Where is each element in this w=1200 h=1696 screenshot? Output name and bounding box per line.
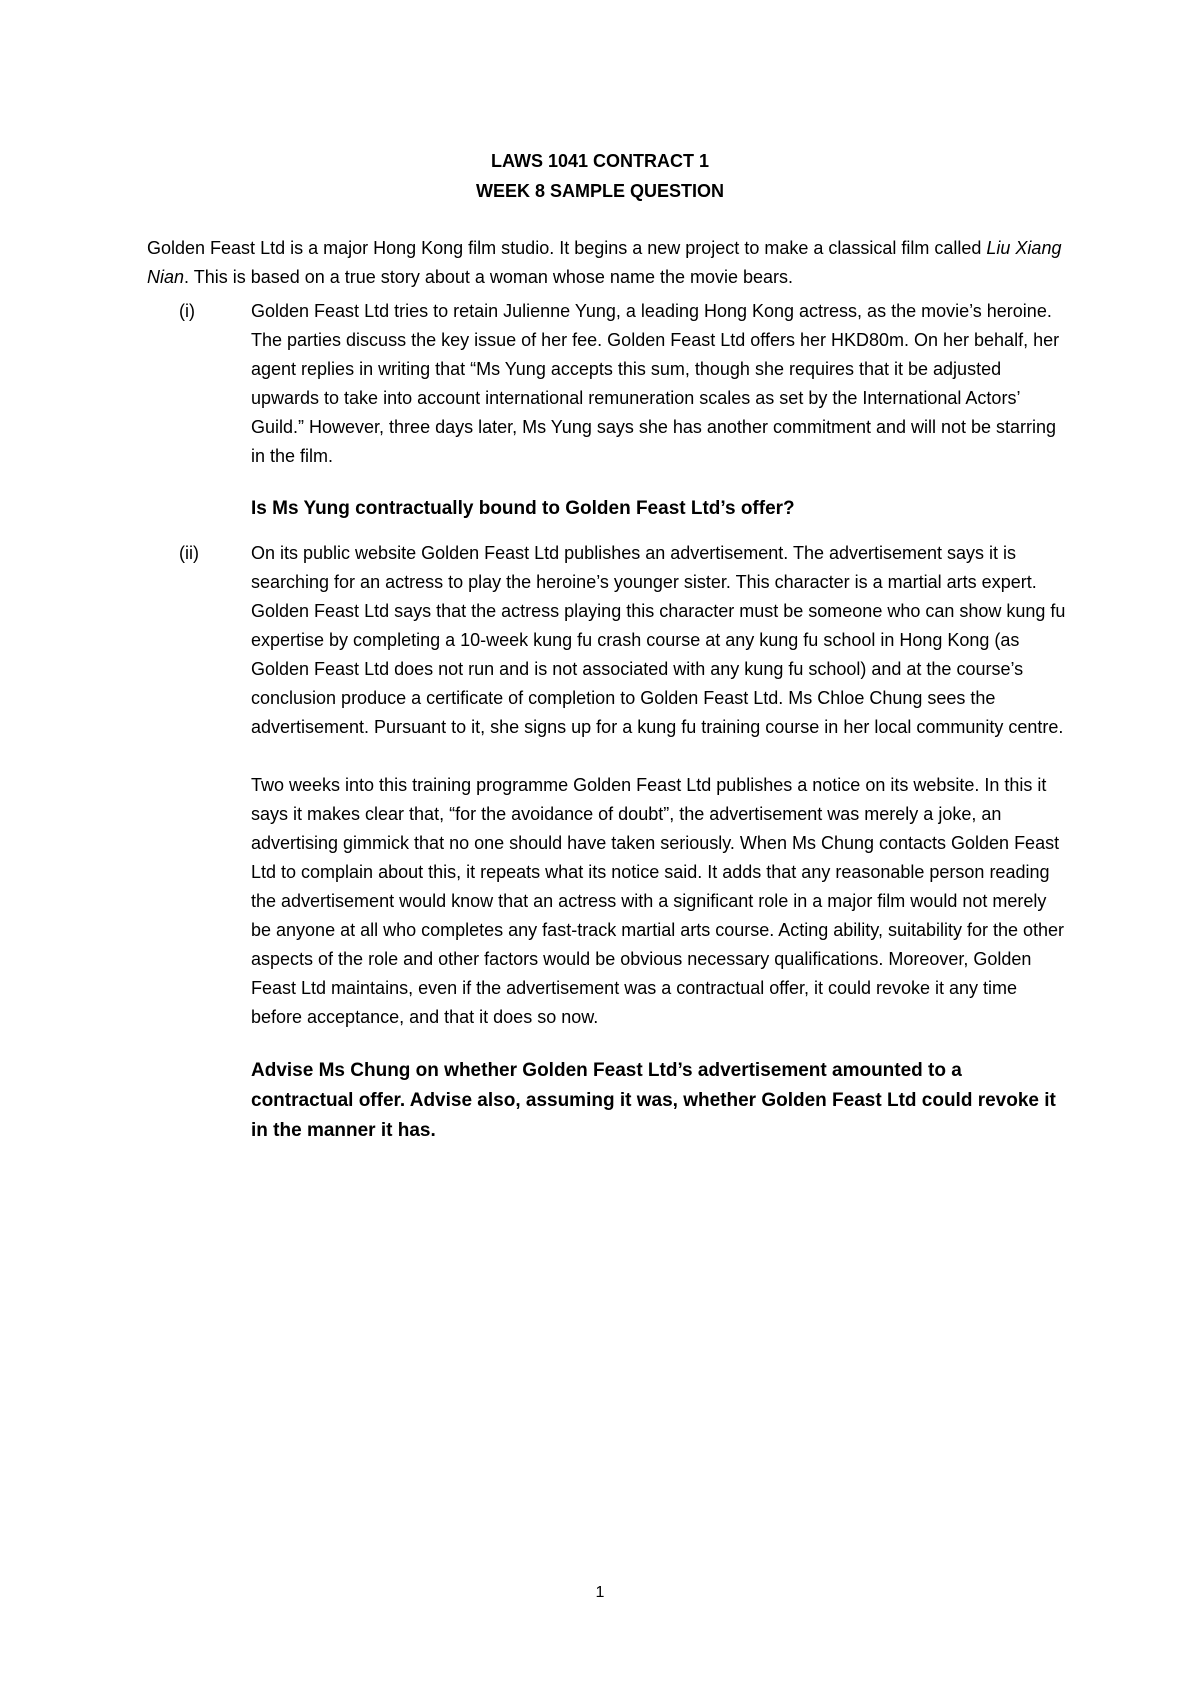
document-title [0, 146, 1200, 206]
intro-paragraph [147, 234, 1067, 292]
question-paragraph: On its public website Golden Feast Ltd publishes an advertisement. The advertisement says it is searching for an actress to play the heroine’s younger sister. This character is a martial arts expert. Golden Feast Ltd says that the actress playing this character must be someone who can show kung fu expertise by completing a 10-week kung fu crash course at any kung fu school in Hong Kong (as Golden Feast Ltd does not run and is not associated with any kung fu school) and at the course’s conclusion produce a certificate of completion to Golden Feast Ltd. Ms Chloe Chung sees the advertisement. Pursuant to it, she signs up for a kung fu training course in her local community centre. [251, 543, 1066, 737]
film-title: Liu Xiang Nian [147, 238, 1062, 287]
question-body [251, 297, 1067, 524]
question-label: (ii) [179, 543, 199, 563]
page-number: 1 [595, 1584, 605, 1601]
question-set-title: WEEK 8 SAMPLE QUESTION [475, 181, 725, 201]
question-body [251, 539, 1067, 1146]
question-label: (i) [179, 301, 195, 321]
question-paragraph: Two weeks into this training programme Golden Feast Ltd publishes a notice on its website. In this it says it makes clear that, “for the avoidance of doubt”, the advertisement was merely a joke, an advertising gimmick that no one should have taken seriously. When Ms Chung contacts Golden Feast Ltd to complain about this, it repeats what its notice said. It adds that any reasonable person reading the advertisement would know that an actress with a significant role in a major film would not merely be anyone at all who completes any fast-track martial arts course. Acting ability, suitability for the other aspects of the role and other factors would be obvious necessary qualifications. Moreover, Golden Feast Ltd maintains, even if the advertisement was a contractual offer, it could revoke it any time before acceptance, and that it does so now. [251, 775, 1065, 1027]
intro-text-part1: Golden Feast Ltd is a major Hong Kong film studio. It begins a new project to make a classical film called [147, 238, 987, 258]
course-title: LAWS 1041 CONTRACT 1 [490, 151, 710, 171]
question-paragraph: Golden Feast Ltd tries to retain Julienne Yung, a leading Hong Kong actress, as the movie’s heroine. The parties discuss the key issue of her fee. Golden Feast Ltd offers her HKD80m. On her behalf, her agent replies in writing that “Ms Yung accepts this sum, though she requires that it be adjusted upwards to take into account international remuneration scales as set by the International Actors’ Guild.” However, three days later, Ms Yung says she has another commitment and will not be starring in the film. [251, 301, 1060, 466]
question-prompt: Advise Ms Chung on whether Golden Feast Ltd’s advertisement amounted to a contractual offer. Advise also, assuming it was, whether Golden Feast Ltd could revoke it in the manner it has. [251, 1060, 1056, 1141]
question-prompt: Is Ms Yung contractually bound to Golden Feast Ltd’s offer? [251, 498, 795, 519]
intro-text-part2: . This is based on a true story about a woman whose name the movie bears. [184, 267, 794, 287]
